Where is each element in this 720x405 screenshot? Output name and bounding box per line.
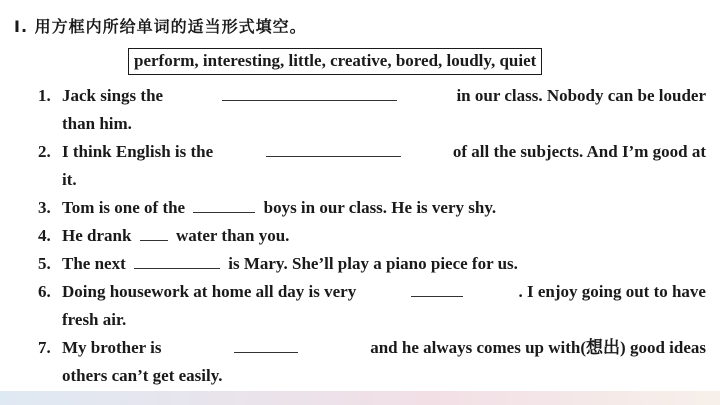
question-number: 3.	[38, 198, 51, 217]
question-1	[38, 82, 706, 138]
answer-blank[interactable]	[134, 250, 220, 269]
question-text: water than you.	[175, 226, 290, 245]
question-text: in our class. Nobody can be louder	[456, 86, 706, 105]
question-number: 2.	[38, 142, 51, 161]
question-text: I think English is the	[62, 142, 214, 161]
answer-blank[interactable]	[222, 82, 397, 101]
question-text: . I enjoy going out to have	[518, 282, 706, 301]
question-text: fresh air.	[62, 310, 127, 329]
question-number: 7.	[38, 338, 51, 357]
question-2	[38, 138, 706, 194]
question-text: it.	[62, 170, 77, 189]
question-text: than him.	[62, 114, 132, 133]
word-bank-box: perform, interesting, little, creative, bored, loudly, quiet	[128, 48, 542, 75]
question-number: 6.	[38, 282, 51, 301]
question-3	[38, 194, 706, 222]
question-text: He drank	[62, 226, 132, 245]
question-text: Jack sings the	[62, 86, 164, 105]
section-title: Ⅰ. 用方框内所给单词的适当形式填空。	[14, 17, 307, 36]
question-text: is Mary. She’ll play a piano piece for us.	[228, 254, 518, 273]
question-7	[38, 334, 706, 390]
question-text: Doing housework at home all day is very	[62, 282, 357, 301]
answer-blank[interactable]	[234, 334, 298, 353]
question-text: The next	[62, 254, 126, 273]
answer-blank[interactable]	[193, 194, 255, 213]
question-list	[38, 82, 706, 390]
question-text: My brother is	[62, 338, 162, 357]
decorative-bottom-band	[0, 391, 720, 405]
question-text: of all the subjects. And I’m good at	[452, 142, 706, 161]
answer-blank[interactable]	[266, 138, 401, 157]
question-6	[38, 278, 706, 334]
question-number: 5.	[38, 254, 51, 273]
answer-blank[interactable]	[140, 222, 168, 241]
question-number: 4.	[38, 226, 51, 245]
question-text: others can’t get easily.	[62, 366, 223, 385]
question-5	[38, 250, 706, 278]
question-number: 1.	[38, 86, 51, 105]
question-text: and he always comes up with(想出) good ideas	[370, 338, 706, 357]
question-text: Tom is one of the	[62, 198, 186, 217]
question-text: boys in our class. He is very shy.	[263, 198, 497, 217]
question-4	[38, 222, 706, 250]
answer-blank[interactable]	[411, 278, 463, 297]
